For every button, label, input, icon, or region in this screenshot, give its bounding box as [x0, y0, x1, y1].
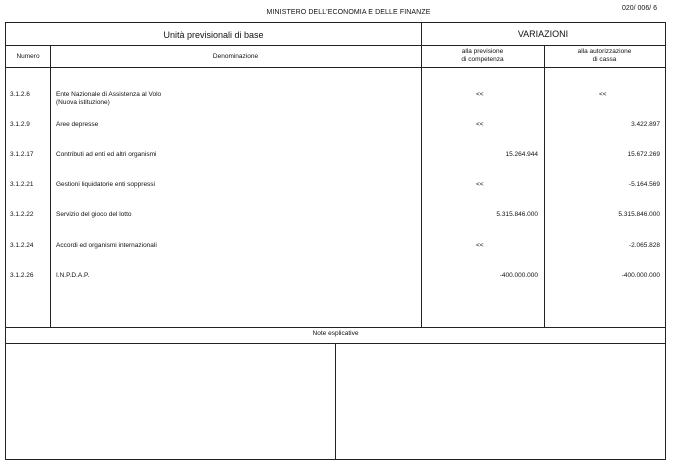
row-cassa: -5.164.569: [628, 181, 660, 188]
row-cassa: 3.422.897: [631, 121, 660, 128]
ministry-title: MINISTERO DELL'ECONOMIA E DELLE FINANZE: [266, 9, 431, 16]
row-competenza: <<: [476, 91, 484, 98]
row-numero: 3.1.2.6: [10, 91, 30, 98]
row-numero: 3.1.2.26: [10, 272, 34, 279]
row-competenza: <<: [476, 181, 484, 188]
divider-left-right: [421, 23, 422, 327]
divider-competenza-cassa: [544, 45, 545, 327]
col-cassa-line2: di cassa: [592, 56, 617, 63]
document-frame: [5, 22, 666, 460]
row-numero: 3.1.2.22: [10, 211, 34, 218]
row-competenza: <<: [476, 242, 484, 249]
row-denominazione: Ente Nazionale di Assistenza al Volo: [56, 91, 162, 98]
col-numero-header: Numero: [16, 53, 40, 60]
row-numero: 3.1.2.24: [10, 242, 34, 249]
section-right-header: VARIAZIONI: [517, 29, 569, 39]
row-cassa: 5.315.846.000: [618, 211, 660, 218]
col-competenza-header: [421, 48, 544, 64]
row-numero: 3.1.2.21: [10, 181, 34, 188]
row-cassa: -400.000.000: [621, 272, 660, 279]
row-numero: 3.1.2.9: [10, 121, 30, 128]
rule-column-header: [6, 67, 665, 68]
col-competenza-line1: alla previsione: [461, 48, 504, 55]
section-left-header: Unità previsionali di base: [163, 30, 264, 40]
notes-title: Note esplicative: [312, 330, 359, 337]
col-competenza-line2: di competenza: [461, 56, 504, 63]
divider-numero: [50, 45, 51, 327]
notes-left-panel: [6, 344, 335, 460]
row-competenza: 5.315.846.000: [496, 211, 538, 218]
page-code: 020/ 006/ 6: [621, 5, 657, 12]
col-denominazione-header: Denominazione: [212, 53, 259, 60]
row-denominazione: I.N.P.D.A.P.: [56, 272, 90, 279]
row-competenza: -400.000.000: [499, 272, 538, 279]
row-denominazione: Aree depresse: [56, 121, 99, 128]
col-cassa-line1: alla autorizzazione: [577, 48, 632, 55]
row-denominazione: Accordi ed organismi internazionali: [56, 242, 157, 249]
rule-section-header: [6, 45, 665, 46]
row-denominazione: Servizio del gioco del lotto: [56, 211, 132, 218]
row-cassa: 15.672.269: [627, 151, 660, 158]
rule-table-bottom: [6, 327, 665, 328]
row-denominazione: Gestioni liquidatorie enti soppressi: [56, 181, 155, 188]
notes-right-panel: [336, 344, 665, 460]
row-cassa: <<: [599, 91, 607, 98]
row-numero: 3.1.2.17: [10, 151, 34, 158]
row-competenza: 15.264.944: [505, 151, 538, 158]
row-competenza: <<: [476, 121, 484, 128]
row-denominazione: Contributi ad enti ed altri organismi: [56, 151, 157, 158]
row-cassa: -2.065.828: [628, 242, 660, 249]
row-denominazione-note: (Nuova istituzione): [56, 99, 110, 106]
col-cassa-header: [544, 48, 665, 64]
